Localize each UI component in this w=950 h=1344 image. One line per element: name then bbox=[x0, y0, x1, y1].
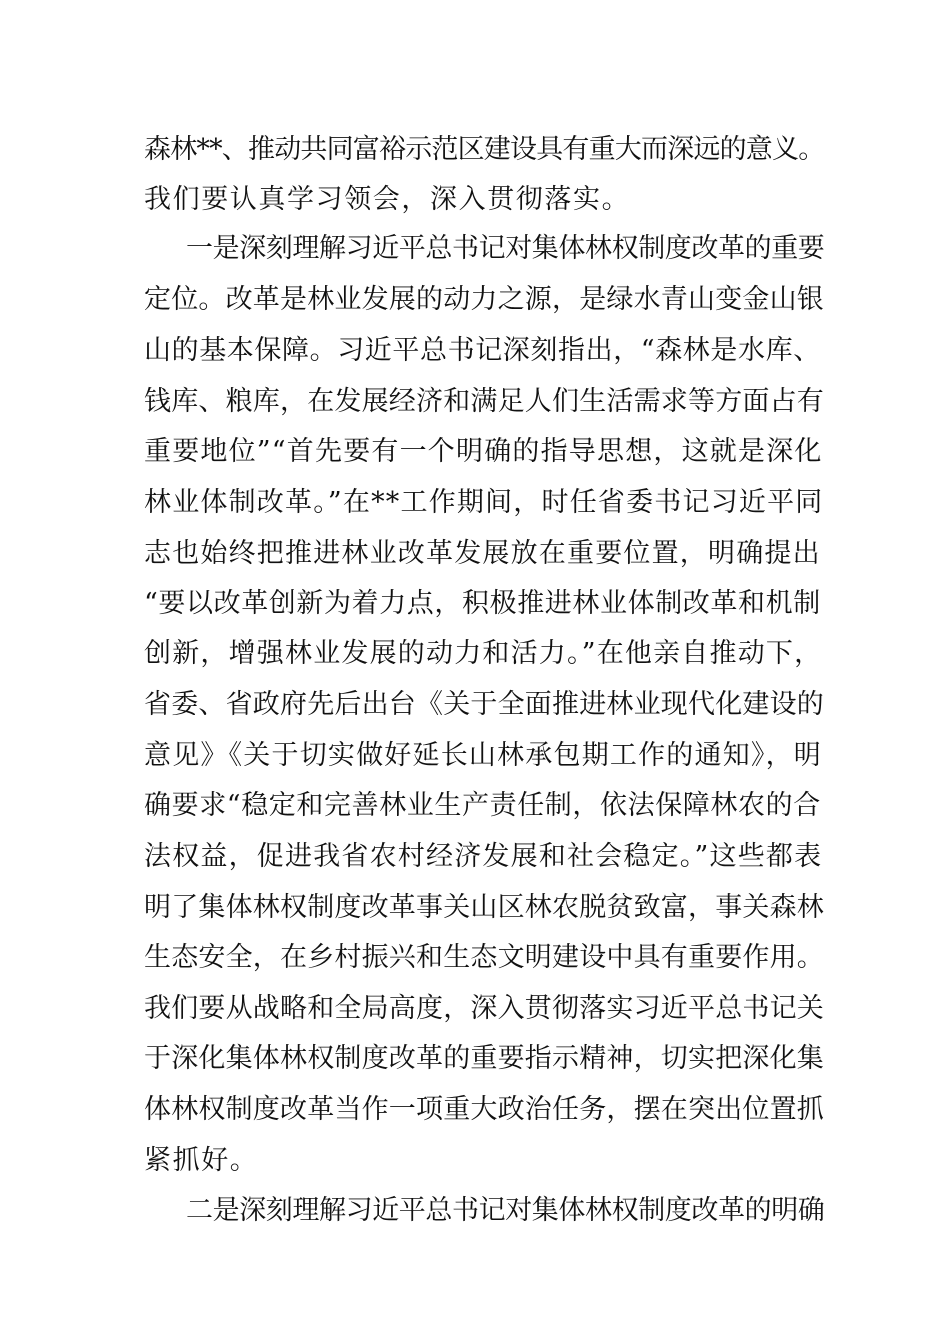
text-line: 于深化集体林权制度改革的重要指示精神，切实把深化集 bbox=[144, 1043, 824, 1074]
text-line: 我们要从战略和全局高度，深入贯彻落实习近平总书记关 bbox=[144, 993, 824, 1024]
text-line: 生态安全，在乡村振兴和生态文明建设中具有重要作用。 bbox=[144, 942, 824, 973]
text-line: 意见》《关于切实做好延长山林承包期工作的通知》，明 bbox=[144, 740, 822, 771]
text-line: 明了集体林权制度改革事关山区林农脱贫致富，事关森林 bbox=[144, 892, 824, 923]
text-line: 林业体制改革。”在**工作期间，时任省委书记习近平同 bbox=[144, 487, 824, 518]
text-line: 森林**、推动共同富裕示范区建设具有重大而深远的意义。 bbox=[144, 134, 825, 165]
text-line: 法权益，促进我省农村经济发展和社会稳定。”这些都表 bbox=[144, 841, 823, 872]
text-line: 省委、省政府先后出台《关于全面推进林业现代化建设的 bbox=[144, 689, 824, 720]
text-line: 重要地位”“首先要有一个明确的指导思想，这就是深化 bbox=[144, 436, 823, 467]
text-line: 我们要认真学习领会，深入贯彻落实。 bbox=[144, 184, 631, 215]
text-line: 二是深刻理解习近平总书记对集体林权制度改革的明确 bbox=[186, 1195, 825, 1226]
text-line: “要以改革创新为着力点，积极推进林业体制改革和机制 bbox=[144, 588, 821, 619]
text-line: 创新，增强林业发展的动力和活力。”在他亲自推动下， bbox=[144, 638, 823, 669]
text-line: 体林权制度改革当作一项重大政治任务，摆在突出位置抓 bbox=[144, 1094, 824, 1125]
text-line: 一是深刻理解习近平总书记对集体林权制度改革的重要 bbox=[186, 233, 825, 264]
text-line: 紧抓好。 bbox=[144, 1145, 259, 1176]
text-line: 钱库、粮库，在发展经济和满足人们生活需求等方面占有 bbox=[144, 386, 824, 417]
text-line: 山的基本保障。习近平总书记深刻指出，“森林是水库、 bbox=[144, 335, 821, 366]
text-line: 定位。改革是林业发展的动力之源，是绿水青山变金山银 bbox=[144, 284, 824, 315]
text-line: 确要求“稳定和完善林业生产责任制，依法保障林农的合 bbox=[144, 790, 821, 821]
text-line: 志也始终把推进林业改革发展放在重要位置，明确提出 bbox=[144, 538, 821, 569]
